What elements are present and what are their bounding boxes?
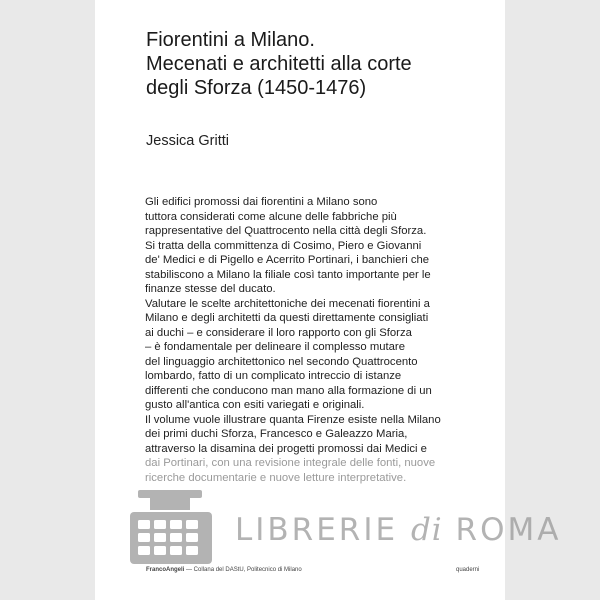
title-line: Fiorentini a Milano.: [146, 29, 315, 51]
book-title: [146, 28, 486, 100]
description-line: Si tratta della committenza di Cosimo, Piero e Giovanni: [145, 239, 422, 252]
description-line: – è fondamentale per delineare il complesso mutare: [145, 341, 405, 353]
description-line: dei primi duchi Sforza, Francesco e Galeazzo Maria,: [145, 428, 408, 440]
description-line: Il volume vuole illustrare quanta Firenze esiste nella Milano: [145, 413, 441, 426]
description-line: ricerche documentarie e nuove letture interpretative.: [145, 471, 407, 484]
watermark-part: di: [410, 512, 443, 548]
book-author: Jessica Gritti: [146, 133, 229, 149]
description-line: differenti che conducono man mano alla formazione di un: [145, 384, 432, 397]
publisher-name: FrancoAngeli: [146, 567, 185, 573]
description-line: tuttora considerati come alcune delle fabbriche più: [145, 210, 397, 223]
description-line: de' Medici e di Pigello e Acerrito Portinari, i banchieri che: [145, 254, 430, 266]
description-line: gusto all'antica con esiti variegati e originali.: [145, 399, 365, 411]
watermark-part: LIBRERIE: [235, 512, 411, 548]
watermark-part: ROMA: [442, 512, 562, 548]
series-credit: — Collana del DAStU, Politecnico di Milano: [186, 567, 302, 573]
title-line: Mecenati e architetti alla corte: [146, 53, 412, 75]
description-line: del linguaggio architettonico nel secondo Quattrocento: [145, 355, 418, 368]
description-line: ai duchi – e considerare il loro rapporto con gli Sforza: [145, 326, 412, 339]
description-line: Valutare le scelte architettoniche dei mecenati fiorentini a: [145, 297, 430, 310]
description-line: rappresentative del Quattrocento nella città degli Sforza.: [145, 225, 427, 237]
description-line: attraverso la disamina dei progetti promossi dai Medici e: [145, 442, 427, 455]
description-line: Gli edifici promossi dai fiorentini a Milano sono: [145, 196, 378, 208]
description-line: dai Portinari, con una revisione integrale delle fonti, nuove: [145, 457, 436, 469]
book-description: [145, 195, 475, 485]
watermark-text: [235, 512, 561, 548]
description-line: finanze stesse del ducato.: [145, 283, 276, 295]
typewriter-icon: [120, 488, 230, 568]
watermark: [120, 488, 562, 568]
title-line: degli Sforza (1450-1476): [146, 77, 367, 99]
description-line: Milano e degli architetti da questi direttamente consigliati: [145, 312, 429, 324]
description-line: stabiliscono a Milano la filiale così tanto importante per le: [145, 268, 431, 281]
series-name: quaderni: [456, 567, 480, 573]
description-line: lombardo, fatto di un complicato intreccio di istanze: [145, 370, 402, 382]
